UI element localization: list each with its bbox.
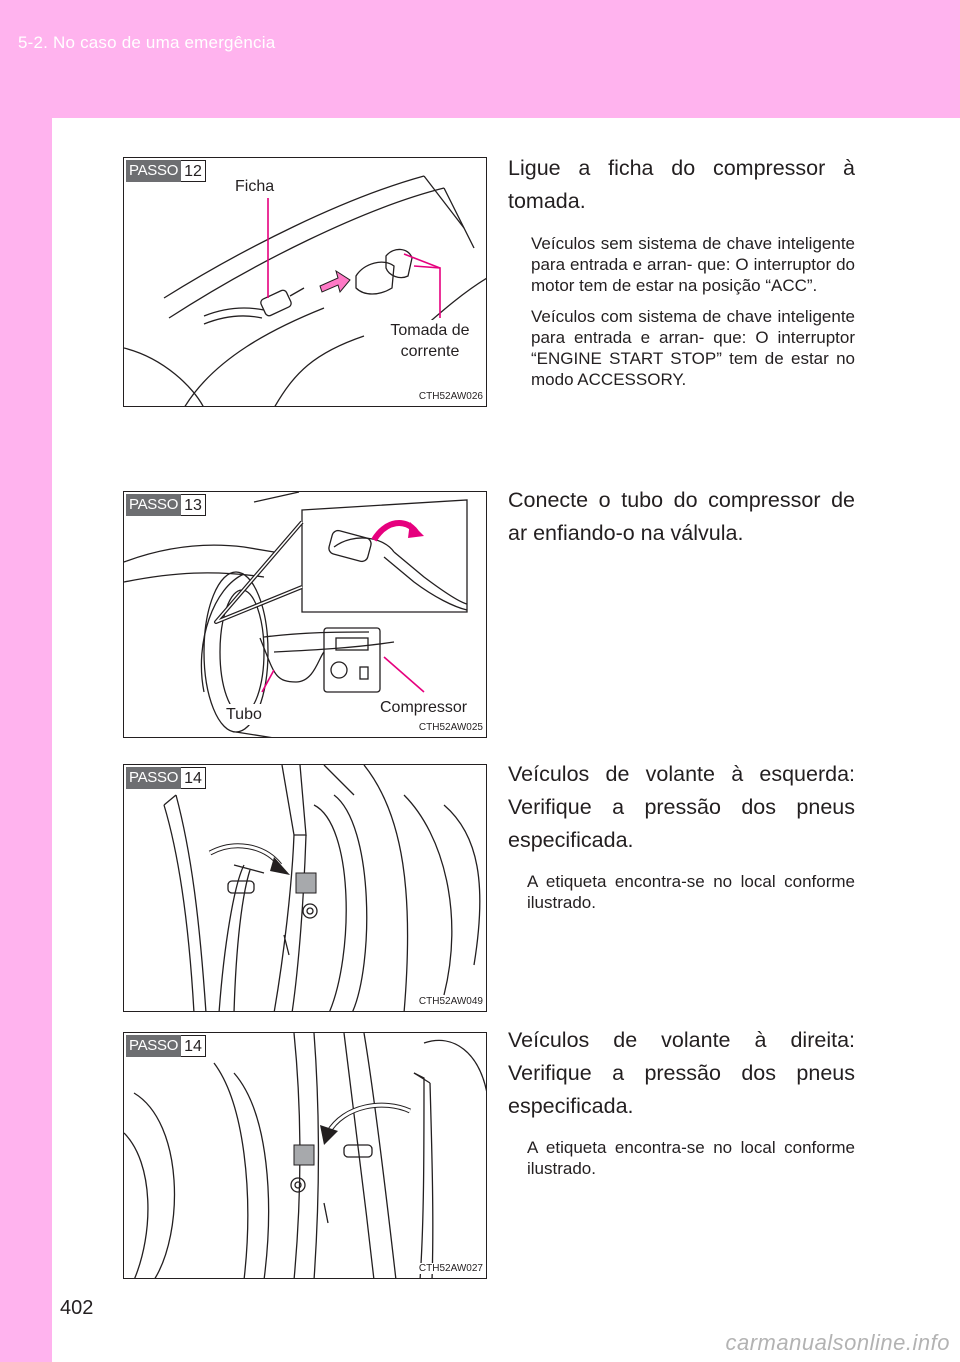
step-instruction: Conecte o tubo do compressor de ar enfiando-o na válvula.: [508, 488, 855, 545]
label-ficha: Ficha: [235, 178, 275, 195]
figure-step-14-rhd: [123, 1032, 487, 1279]
illustration-door-pillar-label-right: [124, 1033, 487, 1279]
step-badge: PASSO 14: [126, 767, 206, 789]
label-tomada: Tomada de corrente: [382, 320, 478, 362]
step-note: A etiqueta encontra-se no local conforme ilustrado.: [527, 1138, 855, 1178]
watermark: carmanualsonline.info: [725, 1330, 950, 1355]
label-compressor: Compressor: [380, 699, 468, 716]
step-badge: PASSO 13: [126, 494, 206, 516]
illustration-door-pillar-label-left: [124, 765, 487, 1012]
figure-code: CTH52AW026: [418, 391, 483, 402]
step-note: A etiqueta encontra-se no local conforme ilustrado.: [527, 872, 855, 912]
illustration-plug-socket: [124, 158, 487, 407]
figure-code: CTH52AW025: [418, 722, 483, 733]
side-band: [0, 118, 52, 1362]
step-13-text: [508, 484, 855, 550]
section-title: 5-2. No caso de uma emergência: [18, 33, 276, 52]
step-instruction: Veículos de volante à direita: Verifique a pressão dos pneus especificada.: [508, 1028, 855, 1118]
step-badge: PASSO 12: [126, 160, 206, 182]
step-instruction: Ligue a ficha do compressor à tomada.: [508, 156, 855, 213]
label-tubo: Tubo: [226, 706, 262, 723]
step-note: Veículos com sistema de chave inteligente para entrada e arran- que: O interruptor “ENGINE START STOP” tem de estar no modo ACCESSORY.: [531, 307, 855, 389]
page-number: 402: [60, 1297, 94, 1319]
header-band: [0, 0, 960, 118]
step-note: Veículos sem sistema de chave inteligente para entrada e arran- que: O interruptor do motor tem de estar na posição “ACC”.: [531, 234, 855, 295]
step-instruction: Veículos de volante à esquerda: Verifique a pressão dos pneus especificada.: [508, 762, 855, 852]
figure-step-13: [123, 491, 487, 738]
figure-code: CTH52AW027: [418, 1263, 483, 1274]
step-badge: PASSO 14: [126, 1035, 206, 1057]
step-12-text: [508, 152, 855, 390]
step-14-rhd-text: [508, 1024, 855, 1179]
figure-code: CTH52AW049: [418, 996, 483, 1007]
figure-step-12: [123, 157, 487, 407]
step-14-lhd-text: [508, 758, 855, 913]
figure-step-14-lhd: [123, 764, 487, 1012]
